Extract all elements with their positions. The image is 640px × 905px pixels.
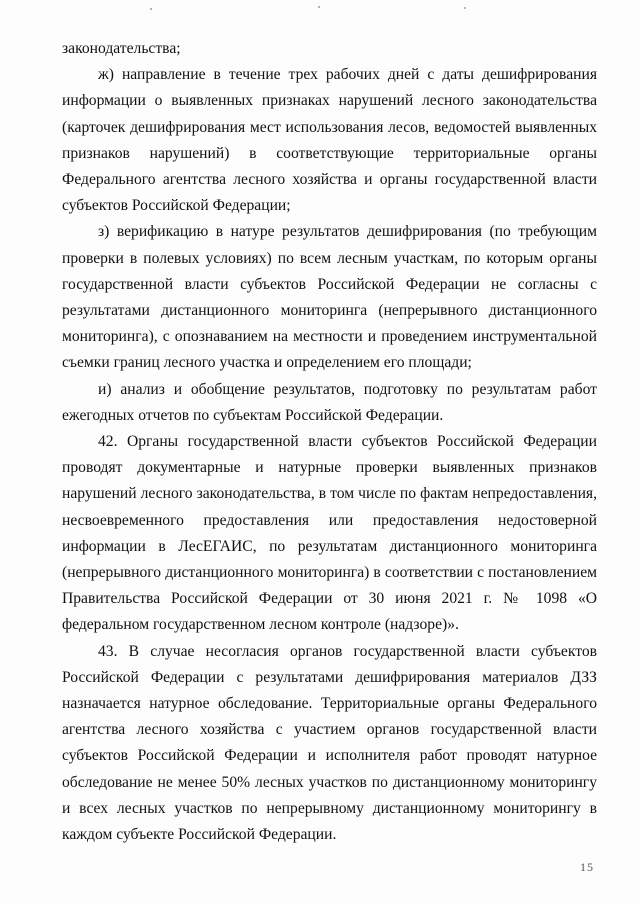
paragraph-section-43: 43. В случае несогласия органов государственной власти субъектов Российской Федерации с результатами дешифрирования материалов ДЗЗ назначается натурное обследование. Территориальные органы Федерального агентства лесного хозяйства с участием органов государственной власти субъектов Российской Федерации и исполнителя работ проводят натурное обследование не менее 50% лесных участков по дистанционному мониторингу и всех лесных участков по непрерывному дистанционному мониторингу в каждом субъекте Российской Федерации. <box>62 642 597 844</box>
scan-speck <box>318 6 320 8</box>
scan-speck <box>150 8 152 10</box>
paragraph-item-z: з) верификацию в натуре результатов дешифрирования (по требующим проверки в полевых условиях) по всем лесным участкам, по которым органы государственной власти субъектов Российской Федерации не согласны с результатами дистанционного мониторинга (непрерывного дистанционного мониторинга), с опознаванием на местности и проведением инструментальной съемки границ лесного участка и определением его площади; <box>62 223 597 372</box>
paragraph-continuation: законодательства; <box>62 40 181 57</box>
paragraph-section-42: 42. Органы государственной власти субъектов Российской Федерации проводят документарные и натурные проверки выявленных признаков нарушений лесного законодательства, в том числе по фактам непредоставления, несвоевременного предоставления или предоставления недостоверной информации в ЛесЕГАИС, по результатам дистанционного мониторинга (непрерывного дистанционного мониторинга) в соответствии с постановлением Правительства Российской Федерации от 30 июня 2021 г. № 1098 «О федеральном государственном лесном контроле (надзоре)». <box>62 433 597 634</box>
paragraph-item-i: и) анализ и обобщение результатов, подготовку по результатам работ ежегодных отчетов по субъектам Российской Федерации. <box>62 380 597 424</box>
page-number: 15 <box>580 860 594 874</box>
document-body <box>62 36 597 848</box>
scan-speck <box>464 7 466 9</box>
paragraph-item-zh: ж) направление в течение трех рабочих дней с даты дешифрирования информации о выявленных признаках нарушений лесного законодательства (карточек дешифрирования мест использования лесов, ведомостей выявленных признаков нарушений) в соответствующие территориальные органы Федерального агентства лесного хозяйства и органы государственной власти субъектов Российской Федерации; <box>62 66 597 215</box>
